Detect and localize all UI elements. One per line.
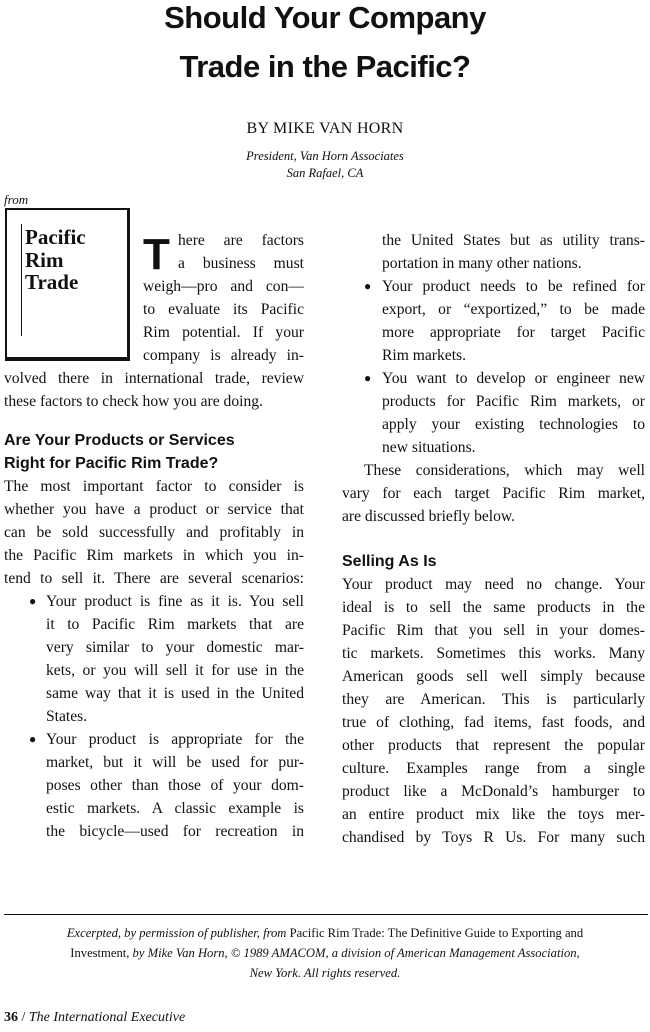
- text-line: apply your existing technologies to: [382, 416, 645, 433]
- text-line: true of clothing, fad items, fast foods, and: [342, 714, 645, 731]
- book-title: [25, 226, 86, 294]
- right-column: [342, 229, 645, 849]
- text-line: products for Pacific Rim markets, or: [382, 393, 645, 410]
- bullet-continuation: [342, 229, 645, 275]
- bullet-glyph: ●: [29, 594, 37, 608]
- bullet-item: [4, 728, 304, 843]
- text-line: You want to develop or engineer new: [382, 370, 645, 387]
- book-cover-icon: [5, 208, 130, 361]
- footnote-book-title: Pacific Rim Trade: The Definitive Guide to Exporting and: [289, 926, 584, 940]
- section-heading: Right for Pacific Rim Trade?: [4, 455, 219, 472]
- text-line: These considerations, which may well: [364, 462, 645, 479]
- footnote-line: [0, 923, 650, 943]
- text-line: chandised by Toys R Us. For many such: [342, 829, 645, 846]
- text-line: it to Pacific Rim markets that are: [46, 616, 304, 633]
- footnote-text: by Mike Van Horn, © 1989 AMACOM, a division of American Management Association,: [132, 946, 580, 960]
- text-line: company is already in-: [143, 347, 304, 364]
- bullet-item: [342, 367, 645, 459]
- text-line: poses other than those of your dom-: [46, 777, 304, 794]
- bullet-item: [4, 590, 304, 728]
- footnote-rule: [4, 914, 648, 915]
- author-location: San Rafael, CA: [286, 166, 364, 180]
- text-line: ideal is to sell the same products in the: [342, 599, 645, 616]
- text-line: Rim markets.: [382, 347, 467, 364]
- text-line: Pacific Rim that you sell in your domes-: [342, 622, 645, 639]
- folio: [4, 1010, 185, 1026]
- publication-name: The International Executive: [28, 1010, 186, 1025]
- text-line: same way that it is used in the United: [46, 685, 304, 702]
- text-line: weigh—pro and con—: [143, 278, 304, 295]
- text-line: are discussed briefly below.: [342, 508, 516, 525]
- text-line: the bicycle—used for recreation in: [46, 823, 304, 840]
- text-line: tend to sell it. There are several scenarios:: [4, 570, 304, 587]
- text-line: they are American. This is particularly: [342, 691, 645, 708]
- drop-cap: T: [143, 230, 170, 279]
- footnote-book-title: Investment,: [70, 946, 130, 960]
- text-line: the Pacific Rim markets in which you in-: [4, 547, 304, 564]
- text-line: new situations.: [382, 439, 476, 456]
- text-line: volved there in international trade, review: [4, 370, 304, 387]
- text-line: market, but it will be used for pur-: [46, 754, 304, 771]
- book-title-line: Trade: [25, 270, 79, 294]
- text-line: whether you have a product or service that: [4, 501, 304, 518]
- text-line: other products that represent the popular: [342, 737, 645, 754]
- footnote-text: New York. All rights reserved.: [249, 966, 401, 980]
- page-number: 36: [4, 1010, 18, 1025]
- text-line: Your product needs to be refined for: [382, 278, 645, 295]
- text-line: American goods sell well simply because: [342, 668, 645, 685]
- text-line: Your product is fine as it is. You sell: [46, 593, 304, 610]
- footnote-line: [0, 943, 650, 963]
- author-affiliation: President, Van Horn Associates: [246, 149, 404, 163]
- text-line: the United States but as utility trans-: [382, 232, 645, 249]
- footnote: [0, 923, 650, 983]
- left-column: [4, 367, 304, 843]
- footnote-text: Excerpted, by permission of publisher, from: [66, 926, 287, 940]
- section-heading: Selling As Is: [342, 553, 437, 570]
- text-line: export, or “exportized,” to be made: [382, 301, 645, 318]
- text-line: tic markets. Sometimes this works. Many: [342, 645, 645, 662]
- article-title-line-1: Should Your Company: [164, 0, 486, 35]
- book-spine: [21, 224, 22, 336]
- text-line: here are factors: [178, 232, 304, 249]
- text-line: an entire product mix like the toys mer-: [342, 806, 645, 823]
- text-line: to evaluate its Pacific: [143, 301, 304, 318]
- text-line: a business must: [178, 255, 304, 272]
- text-line: culture. Examples range from a single: [342, 760, 645, 777]
- text-line: kets, or you will sell it for use in the: [46, 662, 304, 679]
- intro-wrap-text: [143, 229, 304, 367]
- text-line: product like a McDonald’s hamburger to: [342, 783, 645, 800]
- book-title-line: Rim: [25, 247, 64, 272]
- bullet-glyph: ●: [364, 279, 372, 293]
- text-line: Your product is appropriate for the: [46, 731, 304, 748]
- article-title-line-2: Trade in the Pacific?: [179, 49, 471, 84]
- text-line: more appropriate for target Pacific: [382, 324, 645, 341]
- bullet-item: [342, 275, 645, 367]
- bullet-glyph: ●: [29, 732, 37, 746]
- text-line: can be sold successfully and profitably in: [4, 524, 304, 541]
- text-line: vary for each target Pacific Rim market,: [342, 485, 645, 502]
- byline: BY MIKE VAN HORN: [246, 120, 404, 137]
- text-line: The most important factor to consider is: [4, 478, 304, 495]
- text-line: Your product may need no change. Your: [342, 576, 645, 593]
- text-line: estic markets. A classic example is: [46, 800, 304, 817]
- text-line: very similar to your domestic mar-: [46, 639, 304, 656]
- folio-separator: /: [21, 1010, 26, 1025]
- bullet-glyph: ●: [364, 371, 372, 385]
- text-line: portation in many other nations.: [382, 255, 582, 272]
- section-heading: Are Your Products or Services: [4, 432, 235, 449]
- book-title-line: Pacific: [25, 225, 86, 249]
- from-label: from: [4, 192, 29, 207]
- text-line: Rim potential. If your: [143, 324, 304, 341]
- text-line: States.: [46, 708, 88, 725]
- text-line: these factors to check how you are doing.: [4, 393, 263, 410]
